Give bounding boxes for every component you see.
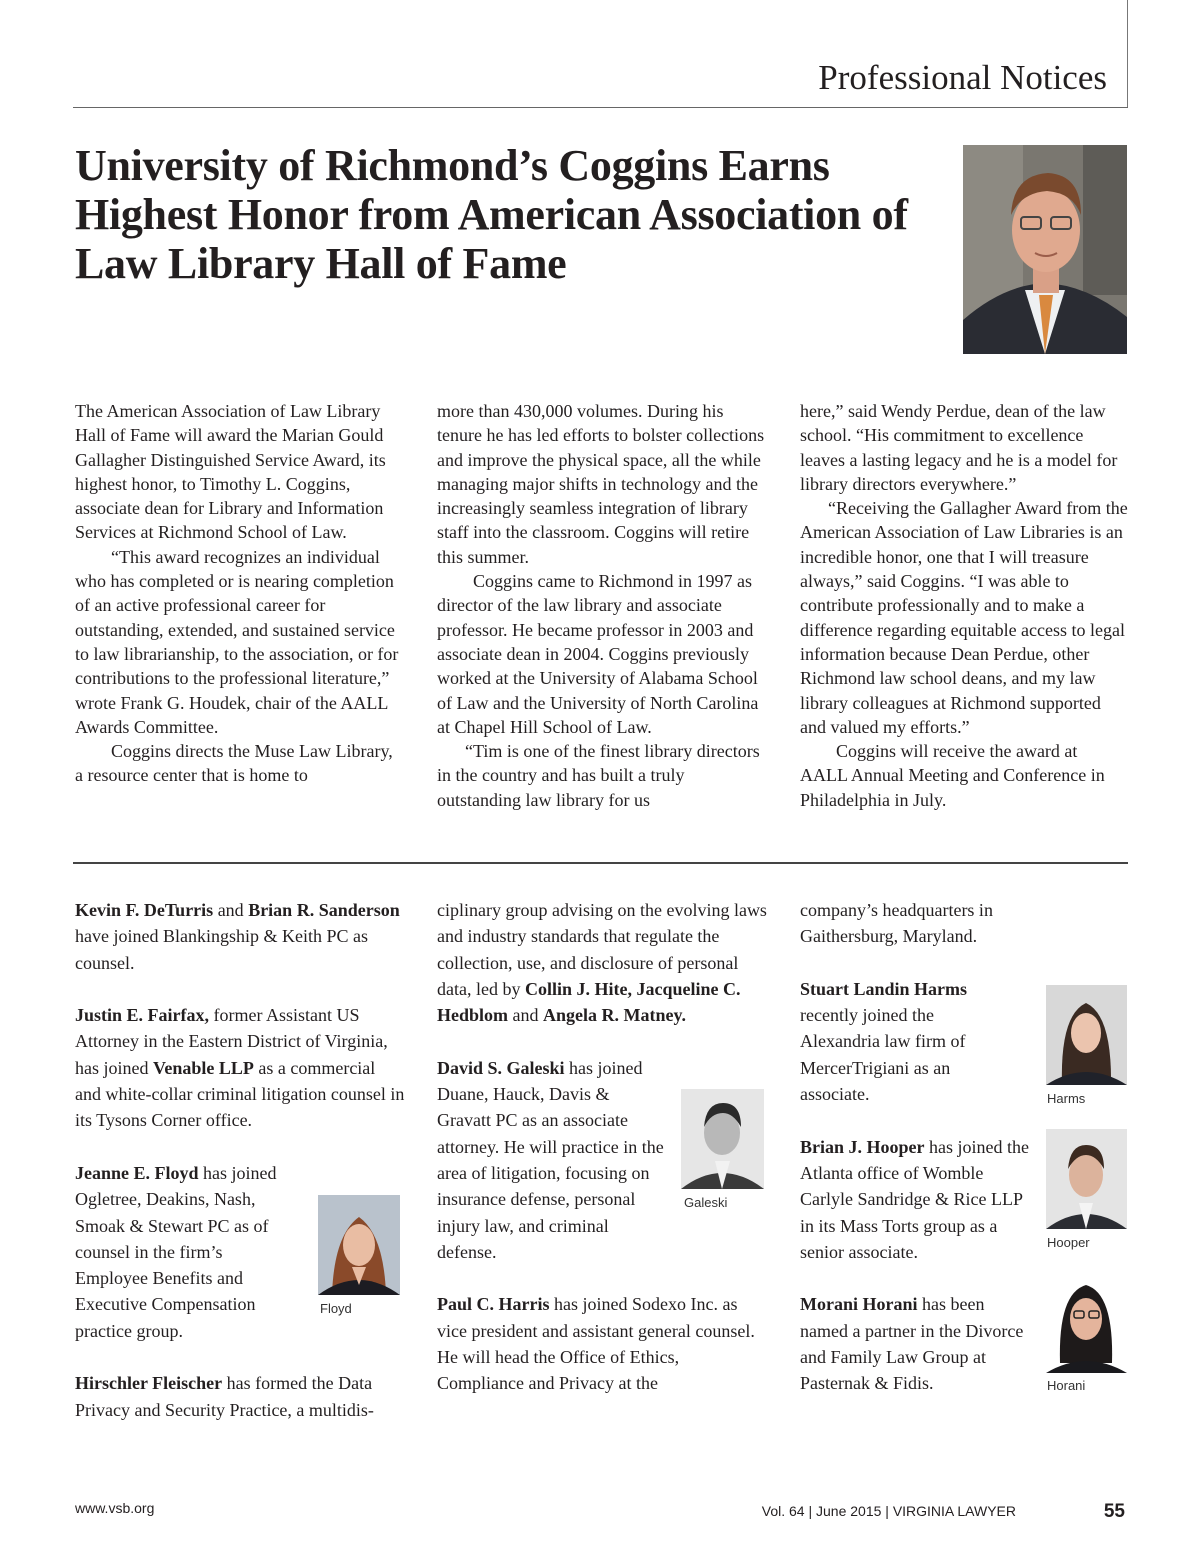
notices-column-3 bbox=[800, 897, 1040, 1423]
article-paragraph-continued: here,” said Wendy Perdue, dean of the law school. “His commitment to excellence leaves a lasting legacy and he is a model for library directors everywhere.” bbox=[800, 401, 1118, 494]
article-paragraph: “Receiving the Gallagher Award from the American Association of Law Libraries is an incredible honor, one that I will treasure always,” said Coggins. “I was able to contribute professionally and to make a difference regarding equitable access to legal information because Dean Perdue, other Richmond law school deans, and my law library colleagues at Richmond supported and valued my efforts.” bbox=[800, 498, 1128, 737]
section-divider bbox=[73, 862, 1128, 864]
notice-floyd bbox=[75, 1160, 295, 1344]
article-paragraph-continued: Coggins directs the Muse Law Library, a resource center that is home to bbox=[75, 741, 393, 786]
portrait-photo-coggins-icon bbox=[963, 145, 1127, 354]
person-name: Brian R. Sanderson bbox=[248, 900, 400, 920]
person-name: Kevin F. DeTurris bbox=[75, 900, 214, 920]
portrait-icon bbox=[1046, 985, 1127, 1085]
portrait-icon bbox=[681, 1089, 764, 1189]
person-name: Jeanne E. Floyd bbox=[75, 1162, 199, 1183]
section-title: Professional Notices bbox=[818, 58, 1107, 97]
header-divider-vertical bbox=[1127, 0, 1128, 108]
horani-photo bbox=[1046, 1273, 1127, 1373]
person-name: Angela R. Matney bbox=[543, 1005, 682, 1026]
notice-hirschler bbox=[75, 1370, 405, 1423]
photo-caption: Floyd bbox=[320, 1301, 352, 1316]
notice-harris-continued: company’s headquarters in Gaithersburg, Maryland. bbox=[800, 900, 993, 947]
article-paragraph: Coggins will receive the award at AALL Annual Meeting and Conference in Philadelphia in July. bbox=[800, 741, 1105, 810]
photo-caption: Harms bbox=[1047, 1091, 1086, 1106]
notice-text: have joined Blankingship & Keith PC as counsel. bbox=[75, 926, 368, 973]
notice-galeski bbox=[437, 1055, 667, 1265]
coggins-portrait-photo bbox=[963, 145, 1127, 354]
article-paragraph-continued: “Tim is one of the finest library directors in the country and has built a truly outstanding law library for us bbox=[437, 741, 760, 810]
notice-text: and bbox=[213, 900, 249, 920]
article-paragraph: “This award recognizes an individual who has completed or is nearing completion of an active professional career for outstanding, extended, and sustained service to law librarianship, to the association, or for contributions to the professional literature,” wrote Frank G. Houdek, chair of the AALL Awards Committee. bbox=[75, 546, 399, 737]
notice-text: recently joined the Alexandria law firm of MercerTrigiani as an associate. bbox=[800, 1005, 966, 1105]
article-paragraph-continued: more than 430,000 volumes. During his tenure he has led efforts to bolster collections and improve the physical space, all the while managing major shifts in technology and the increasingly seamless integration of library staff into the classroom. Coggins will retire this summer. bbox=[437, 401, 765, 567]
notice-fairfax bbox=[75, 1002, 405, 1133]
person-name: Jacqueline C. Hedblom bbox=[437, 978, 741, 1026]
article-column-3 bbox=[800, 399, 1128, 812]
firm-name: Hirschler Fleischer bbox=[75, 1373, 223, 1394]
person-name: Brian J. Hooper bbox=[800, 1136, 925, 1157]
notice-harris bbox=[437, 1291, 767, 1396]
notice-text: has joined Sodexo Inc. as vice president and assistant general counsel. He will head the Office of Ethics, Compliance and Privacy at the bbox=[437, 1294, 755, 1394]
person-name: Stuart Landin Harms bbox=[800, 978, 968, 999]
separator: . bbox=[681, 1005, 687, 1026]
person-name: Justin E. Fairfax, bbox=[75, 1005, 210, 1026]
harms-photo bbox=[1046, 985, 1127, 1085]
header-rule bbox=[73, 107, 1128, 108]
article-column-2 bbox=[437, 399, 767, 812]
photo-caption: Hooper bbox=[1047, 1235, 1090, 1250]
separator: , bbox=[627, 978, 637, 999]
notice-deturris bbox=[75, 897, 405, 976]
notices-column-1 bbox=[75, 897, 405, 1449]
notice-harms bbox=[800, 976, 990, 1107]
notice-text: has been named a partner in the Divorce and Family Law Group at Pasternak & Fidis. bbox=[800, 1294, 1024, 1394]
floyd-photo bbox=[318, 1195, 400, 1295]
article-paragraph: Coggins came to Richmond in 1997 as director of the law library and associate professor. He became professor in 2003 and associate dean in 2004. Coggins previously worked at the University of Alabama School of Law and the University of North Carolina at Chapel Hill School of Law. bbox=[437, 571, 759, 737]
notice-text: has formed the Data Privacy and Security Practice, a multidis- bbox=[75, 1373, 374, 1420]
footer-website: www.vsb.org bbox=[75, 1500, 155, 1516]
article-headline: University of Richmond’s Coggins Earns Highest Honor from American Association of Law Library Hall of Fame bbox=[75, 141, 908, 288]
person-name: Collin J. Hite bbox=[524, 978, 628, 999]
notice-text: former Assistant US Attorney in the Eastern District of Virginia, has joined bbox=[75, 1005, 388, 1078]
page-number: 55 bbox=[1103, 1501, 1125, 1522]
notice-horani bbox=[800, 1291, 1035, 1396]
portrait-icon bbox=[1046, 1129, 1127, 1229]
notice-hooper bbox=[800, 1134, 1035, 1265]
notice-text: has joined the Atlanta office of Womble Carlyle Sandridge & Rice LLP in its Mass Torts group as a senior associate. bbox=[800, 1136, 1029, 1262]
article-paragraph: The American Association of Law Library Hall of Fame will award the Marian Gould Gallagher Distinguished Service Award, its highest honor, to Timothy L. Coggins, associate dean for Library and Information Services at Richmond School of Law. bbox=[75, 401, 386, 543]
notice-text: as a commercial and white-collar criminal litigation counsel in its Tysons Corner office. bbox=[75, 1057, 405, 1131]
photo-caption: Galeski bbox=[684, 1195, 728, 1210]
separator: and bbox=[508, 1005, 544, 1026]
hooper-photo bbox=[1046, 1129, 1127, 1229]
notice-text: ciplinary group advising on the evolving laws and industry standards that regulate the collection, use, and disclosure of personal data, led by bbox=[437, 900, 767, 999]
notice-hirschler-continued bbox=[437, 897, 767, 1028]
photo-caption: Horani bbox=[1047, 1378, 1086, 1393]
galeski-photo bbox=[681, 1089, 764, 1189]
person-name: David S. Galeski bbox=[437, 1057, 565, 1078]
notice-text: has joined Duane, Hauck, Davis & Gravatt PC as an associate attorney. He will practice in the area of litigation, focusing on insurance defense, personal injury law, and criminal defense. bbox=[437, 1057, 664, 1262]
person-name: Paul C. Harris bbox=[437, 1294, 550, 1315]
notice-text: has joined Ogletree, Deakins, Nash, Smoak & Stewart PC as of counsel in the firm’s Employee Benefits and Executive Compensation practice group. bbox=[75, 1162, 277, 1341]
person-name: Morani Horani bbox=[800, 1294, 918, 1315]
firm-name: Venable LLP bbox=[153, 1057, 254, 1078]
footer-issue: Vol. 64 | June 2015 | VIRGINIA LAWYER bbox=[761, 1503, 1016, 1519]
portrait-icon bbox=[318, 1195, 400, 1295]
portrait-icon bbox=[1046, 1273, 1127, 1373]
article-column-1 bbox=[75, 399, 405, 788]
